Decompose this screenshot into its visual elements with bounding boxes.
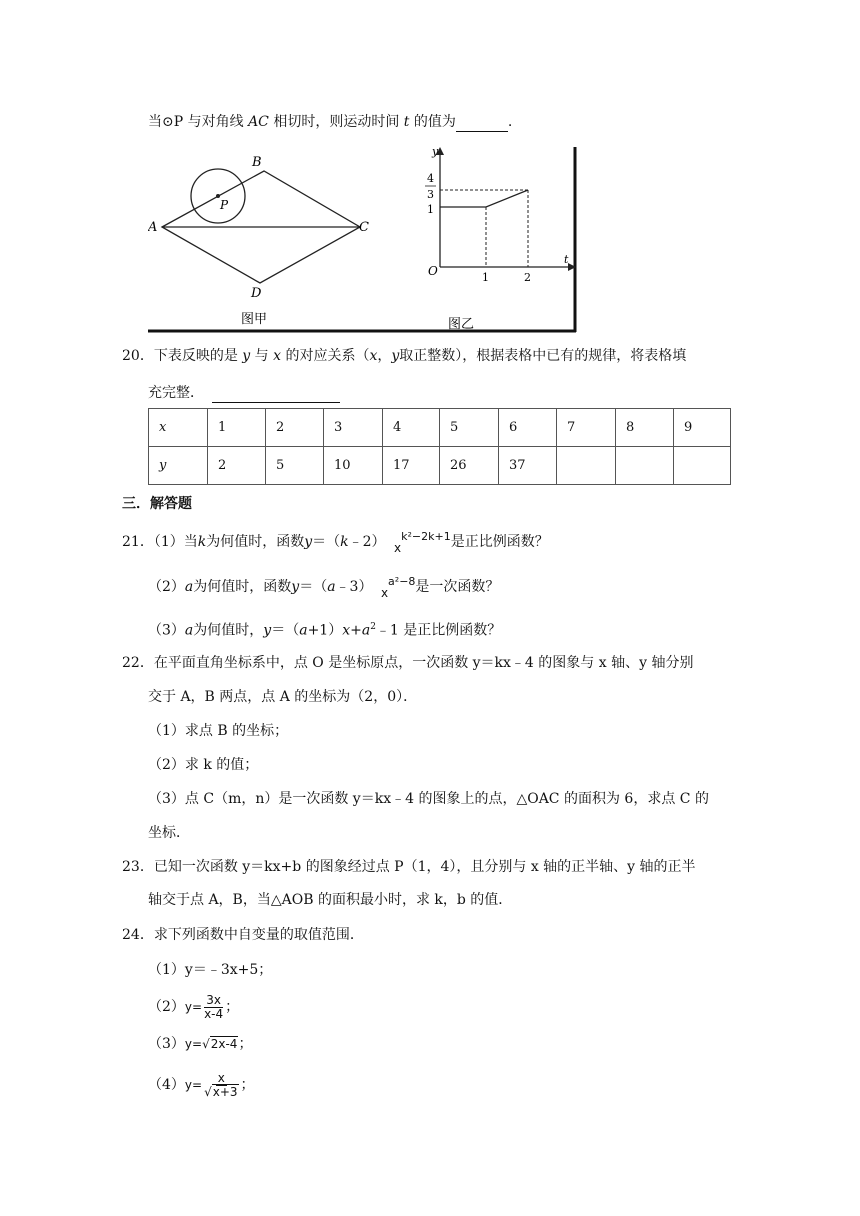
- figure-panel: [148, 145, 580, 339]
- q24-p2-denominator: x-4: [204, 1006, 224, 1021]
- figure-svg: [148, 145, 580, 335]
- q24-p3-semicolon: ；: [238, 1036, 253, 1052]
- q20-text1: 下表反映的是: [153, 348, 238, 364]
- q20-y: y: [242, 348, 251, 364]
- caption-yi: 图乙: [448, 317, 475, 332]
- x-tick-1: 1: [482, 271, 489, 284]
- q21-p1-minus: ﹣2）: [348, 534, 386, 550]
- q21-p2-x: x: [380, 586, 389, 600]
- q21-p2-exponent: a²−8: [388, 575, 416, 588]
- label-p: P: [220, 198, 229, 212]
- table-cell: [557, 447, 616, 485]
- table-cell: 4: [383, 409, 440, 447]
- table-cell: 7: [557, 409, 616, 447]
- q19-t: t: [403, 114, 410, 130]
- q21-p1-text: （1）当: [153, 534, 198, 550]
- q21-p3-x: x: [342, 622, 351, 639]
- origin-label: O: [428, 264, 438, 278]
- table-cell: 17: [383, 447, 440, 485]
- q24-p2-fraction: [202, 994, 225, 1021]
- q24-p4-numerator: x: [217, 1070, 225, 1085]
- q20-number: 20．: [122, 348, 154, 364]
- q20-text5: 充完整．: [148, 385, 204, 401]
- q21-p3-a: a: [184, 622, 194, 639]
- q24-line1: 24．求下列函数中自变量的取值范围．: [122, 927, 364, 943]
- q24-p2-numerator: 3x: [206, 992, 221, 1007]
- label-c: C: [359, 220, 369, 235]
- q24-part1: （1）y＝﹣3x+5；: [148, 962, 273, 978]
- q19-tail-line: [148, 112, 512, 132]
- q21-k2: k: [340, 534, 349, 550]
- q21-p3-label: （3）: [148, 622, 185, 639]
- y-axis-label: y: [432, 145, 439, 158]
- q21-p1-exponent: k²−2k+1: [401, 530, 451, 543]
- q24-p2-y: y=: [184, 1000, 203, 1014]
- q21-p3-eq: ＝（: [271, 622, 300, 639]
- q23-line1: 23．已知一次函数 y＝kx+b 的图象经过点 P（1，4），且分别与 x 轴的正半轴、y 轴的正半: [122, 859, 696, 875]
- table-cell: 1: [208, 409, 266, 447]
- q24-part3: [148, 1034, 252, 1054]
- q21-p3-y: y: [263, 622, 272, 639]
- tick-4-3-den: 3: [427, 188, 434, 201]
- tick-4-3-num: 4: [427, 172, 434, 185]
- q19-period: .: [507, 114, 513, 130]
- q24-p4-radicand: x+3: [212, 1084, 238, 1099]
- q21-p1-end: 是正比例函数？: [450, 534, 549, 550]
- caption-jia: 图甲: [241, 312, 268, 327]
- q21-part2: [148, 577, 499, 598]
- q21-p3-a3: a: [361, 622, 371, 639]
- q23-line2: 轴交于点 A，B，当△AOB 的面积最小时，求 k，b 的值．: [148, 892, 513, 908]
- q24-p2-semicolon: ；: [225, 999, 240, 1015]
- table-cell: 5: [440, 409, 499, 447]
- q20-text4: 取正整数），根据表格中已有的规律，将表格填: [399, 348, 687, 364]
- xy-table: [148, 408, 731, 485]
- q19-text-suffix: 的值为: [413, 114, 456, 130]
- q21-part1: [122, 532, 549, 553]
- t-axis-label: t: [564, 253, 569, 266]
- q24-p4-y: y=: [184, 1078, 203, 1092]
- table-cell: x: [149, 409, 208, 447]
- q24-p3-label: （3）: [148, 1036, 185, 1052]
- q20-text3: 的对应关系（: [285, 348, 370, 364]
- table-cell: 10: [324, 447, 383, 485]
- q20-comma: ，: [377, 348, 392, 364]
- q24-p2-label: （2）: [148, 999, 185, 1015]
- q24-p3-radicand: 2x-4: [210, 1037, 238, 1051]
- q21-p2-label: （2）: [148, 579, 185, 595]
- q19-ac: AC: [248, 114, 269, 130]
- q21-p3-plus: +1）: [307, 622, 343, 639]
- q21-p1-x: x: [394, 541, 402, 555]
- q21-k: k: [197, 534, 207, 550]
- q22-line1: 22．在平面直角坐标系中，点 O 是坐标原点，一次函数 y＝kx﹣4 的图象与 x 轴、y 轴分别: [122, 655, 694, 671]
- q21-p3-sup: 2: [370, 622, 376, 632]
- q22-line2: 交于 A，B 两点，点 A 的坐标为（2，0）．: [148, 689, 418, 705]
- table-cell: 2: [208, 447, 266, 485]
- q21-p3-text: 为何值时，: [193, 622, 264, 639]
- q21-p3-a2: a: [299, 622, 308, 639]
- table-row: [149, 447, 731, 485]
- q24-p4-fraction: [202, 1072, 240, 1099]
- q21-number: 21．: [122, 534, 154, 550]
- sqrt-icon: √: [204, 1084, 212, 1099]
- table-cell: 5: [266, 447, 324, 485]
- table-cell: 37: [499, 447, 557, 485]
- table-cell: [674, 447, 731, 485]
- q21-p1-eq: ＝（: [312, 534, 341, 550]
- q24-p4-semicolon: ；: [240, 1077, 255, 1093]
- table-cell: 3: [324, 409, 383, 447]
- x-tick-2: 2: [524, 271, 531, 284]
- label-b: B: [252, 155, 262, 170]
- q20-y2: y: [391, 348, 400, 364]
- q24-p3-y: y=: [184, 1037, 203, 1051]
- q22-line4: （2）求 k 的值；: [148, 757, 259, 773]
- section-heading: 三．解答题: [122, 496, 192, 512]
- tick-1: 1: [427, 203, 434, 216]
- label-d: D: [251, 286, 262, 301]
- q21-p3-end: ﹣1 是正比例函数？: [375, 622, 502, 639]
- q21-p2-y: y: [291, 579, 300, 595]
- q19-text-mid: 相切时，则运动时间: [273, 114, 400, 130]
- table-cell: y: [149, 447, 208, 485]
- q21-p2-minus: ﹣3）: [335, 579, 373, 595]
- q24-p4-label: （4）: [148, 1077, 185, 1093]
- q21-p2-eq: ＝（: [299, 579, 328, 595]
- q20-line2: [148, 383, 340, 403]
- table-cell: 26: [440, 447, 499, 485]
- q22-line3: （1）求点 B 的坐标；: [148, 723, 289, 739]
- table-row: [149, 409, 731, 447]
- q20-answer-blank: [212, 386, 340, 403]
- table-cell: 9: [674, 409, 731, 447]
- q20-x: x: [273, 348, 282, 364]
- q20-x2: x: [369, 348, 378, 364]
- q24-p4-denominator: [202, 1086, 240, 1099]
- q20-text2: 与: [254, 348, 269, 364]
- label-a: A: [148, 220, 158, 235]
- sqrt-icon: √: [202, 1037, 210, 1051]
- q21-p2-text: 为何值时，函数: [193, 579, 292, 595]
- graph-line: [440, 190, 528, 207]
- q21-p2-a2: a: [327, 579, 336, 595]
- q24-part2: [148, 992, 239, 1022]
- q21-p2-a: a: [184, 579, 194, 595]
- q21-p2-end: 是一次函数？: [415, 579, 500, 595]
- q19-text: 当⊙P 与对角线: [148, 114, 244, 130]
- q21-p1-text2: 为何值时，函数: [206, 534, 305, 550]
- table-cell: 8: [616, 409, 674, 447]
- q21-p3-plus2: +: [350, 622, 362, 639]
- table-cell: 6: [499, 409, 557, 447]
- q22-line6: 坐标．: [148, 825, 190, 841]
- table-cell: [616, 447, 674, 485]
- table-cell: 2: [266, 409, 324, 447]
- q21-y: y: [304, 534, 313, 550]
- q20-line1: [122, 346, 686, 366]
- q19-answer-blank: [456, 115, 508, 132]
- q24-part4: [148, 1068, 255, 1102]
- q21-part3: [148, 617, 501, 641]
- q22-line5: （3）点 C（m，n）是一次函数 y＝kx﹣4 的图象上的点，△OAC 的面积为 6，求点 C 的: [148, 791, 709, 807]
